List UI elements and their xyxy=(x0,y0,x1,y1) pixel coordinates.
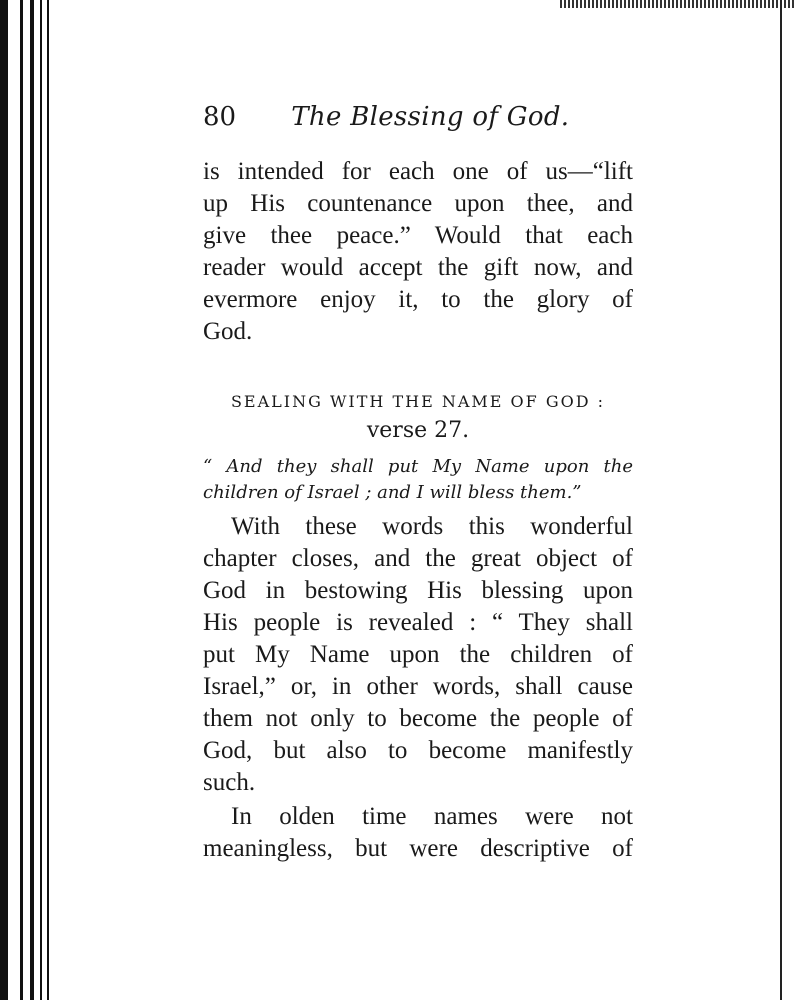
text-line: such. xyxy=(203,769,256,796)
text-line: evermore enjoy it, to the glory of xyxy=(203,286,633,313)
text-line: meaningless, but were descriptive of xyxy=(203,835,633,862)
paragraph-3 xyxy=(203,801,633,865)
text-line: With these words this wonderful xyxy=(231,513,633,540)
paragraph-2 xyxy=(203,511,633,799)
running-header xyxy=(203,102,633,132)
text-line: In olden time names were not xyxy=(231,803,633,830)
text-line: is intended for each one of us—“lift xyxy=(203,158,633,185)
text-line: reader would accept the gift now, and xyxy=(203,254,633,281)
binding-line xyxy=(47,0,49,1000)
text-line: give thee peace.” Would that each xyxy=(203,222,633,249)
binding-line xyxy=(30,0,34,1000)
section-heading: SEALING WITH THE NAME OF GOD : xyxy=(230,392,606,411)
running-title: The Blessing of God. xyxy=(291,102,570,132)
quote-line: children of Israel ; and I will bless them.” xyxy=(203,482,582,503)
text-line: put My Name upon the children of xyxy=(203,641,633,668)
text-line: chapter closes, and the great object of xyxy=(203,545,633,572)
text-line: His people is revealed : “ They shall xyxy=(203,609,633,636)
binding-edge xyxy=(0,0,8,1000)
text-line: them not only to become the people of xyxy=(203,705,633,732)
binding-line xyxy=(40,0,42,1000)
paragraph-1 xyxy=(203,156,633,348)
scripture-quote xyxy=(203,454,633,506)
section-subheading: verse 27. xyxy=(366,418,470,443)
text-line: up His countenance upon thee, and xyxy=(203,190,633,217)
quote-line: “ And they shall put My Name upon the xyxy=(203,456,633,477)
text-line: God. xyxy=(203,318,253,345)
text-line: God, but also to become manifestly xyxy=(203,737,633,764)
binding-line xyxy=(20,0,23,1000)
right-page-edge xyxy=(780,0,782,1000)
top-edge xyxy=(560,0,794,8)
text-line: God in bestowing His blessing upon xyxy=(203,577,633,604)
text-line: Israel,” or, in other words, shall cause xyxy=(203,673,633,700)
page-number: 80 xyxy=(203,102,237,132)
